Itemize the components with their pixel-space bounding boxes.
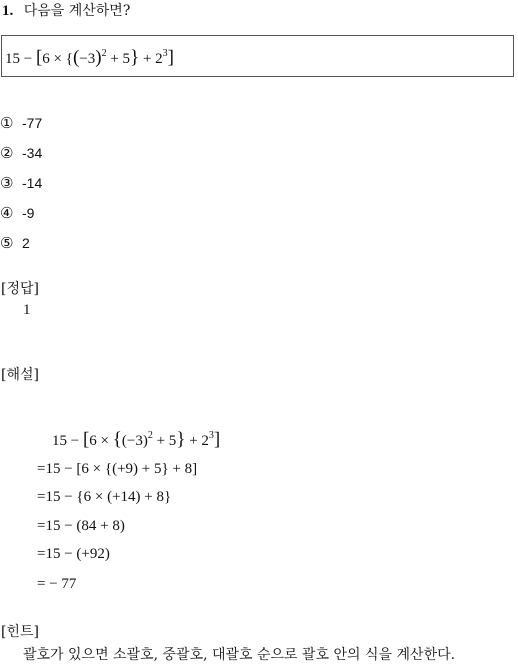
choice-text: -14 (22, 175, 43, 191)
choice-marker: ③ (0, 174, 14, 192)
question-expression: $15 - [6 \times \{(-3)^2 + 5\} + 2^3]$ (5, 47, 174, 68)
choice-marker: ① (0, 114, 14, 132)
answer-label: [정답] (1, 281, 39, 297)
choice-text: -34 (22, 145, 43, 161)
question-number: 1. (2, 3, 14, 19)
explanation-step-6: = − 77 (37, 576, 77, 592)
answer-value: 1 (23, 302, 31, 318)
explanation-step-3: =15 − {6 × (+14) + 8} (37, 489, 172, 505)
choice-text: -77 (22, 115, 43, 131)
choice-5[interactable] (0, 234, 30, 252)
explanation-step-2: =15 − [6 × {(+9) + 5} + 8] (37, 461, 198, 477)
explanation-step-1: $15 - [6 \times \{(-3)^2 + 5\} + 2^3]$ (52, 429, 221, 450)
hint-label: [힌트] (1, 624, 39, 640)
question-header (2, 0, 130, 20)
choice-2[interactable] (0, 144, 42, 162)
choice-1[interactable] (0, 114, 42, 132)
explanation-label: [해설] (1, 367, 39, 383)
explanation-step-4: =15 − (84 + 8) (37, 518, 125, 534)
choice-text: -9 (22, 205, 35, 221)
choice-text: 2 (22, 235, 30, 251)
question-prompt: 다음을 계산하면? (23, 3, 131, 19)
choice-3[interactable] (0, 174, 42, 192)
choice-marker: ④ (0, 204, 14, 222)
hint-text: 괄호가 있으면 소괄호, 중괄호, 대괄호 순으로 괄호 안의 식을 계산한다. (23, 647, 456, 663)
explanation-step-5: =15 − (+92) (37, 546, 110, 562)
choice-marker: ⑤ (0, 234, 14, 252)
choice-marker: ② (0, 144, 14, 162)
choice-4[interactable] (0, 204, 34, 222)
